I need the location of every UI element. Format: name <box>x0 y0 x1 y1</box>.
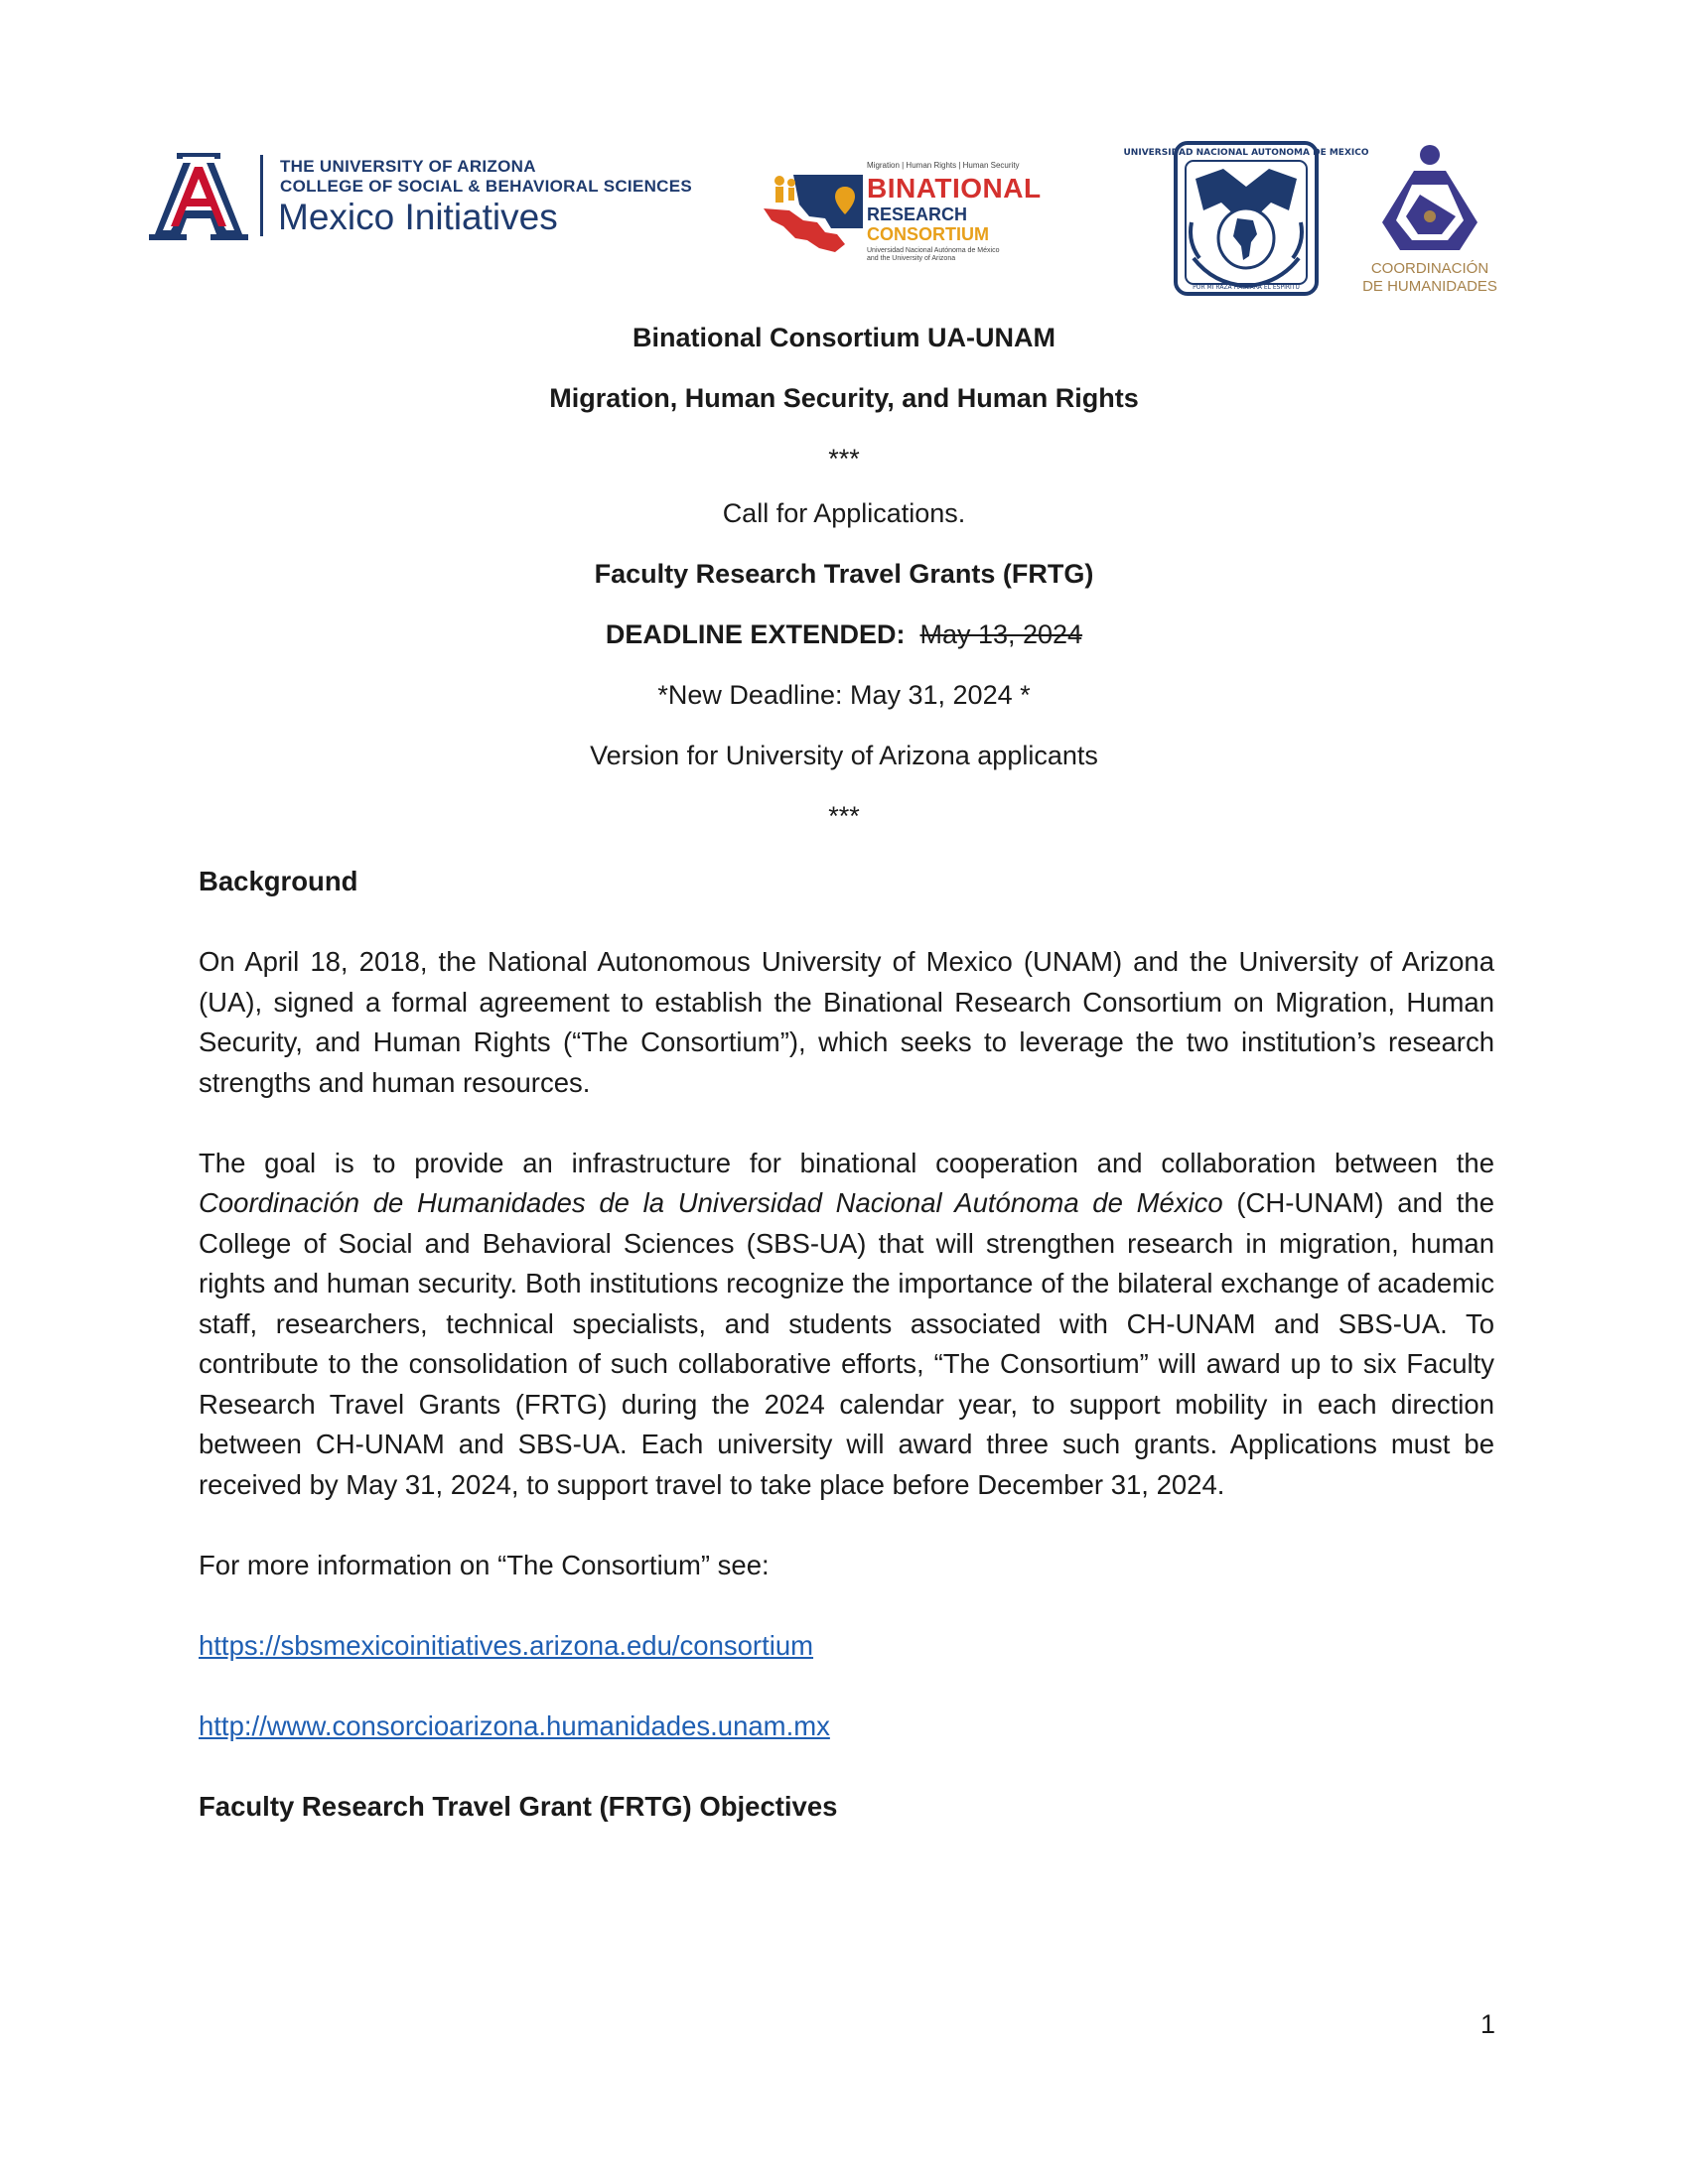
brc-word-binational: BINATIONAL <box>867 173 1042 204</box>
brc-subtitle-line2: and the University of Arizona <box>867 255 956 262</box>
coordinacion-humanidades-logo <box>1360 143 1499 302</box>
page-number: 1 <box>1479 2009 1495 2039</box>
para2-italic: Coordinación de Humanidades de la Universidad Nacional Autónoma de México <box>199 1187 1223 1218</box>
unam-seal-text: UNIVERSIDAD NACIONAL AUTONOMA DE MEXICO <box>1123 148 1369 158</box>
more-info-text: For more information on “The Consortium” see: <box>199 1549 770 1580</box>
consortium-link-arizona[interactable]: https://sbsmexicoinitiatives.arizona.edu/consortium <box>199 1629 814 1661</box>
consortium-map-icon <box>760 157 869 266</box>
background-paragraph-2 <box>199 1144 1494 1506</box>
ua-logo-line1: THE UNIVERSITY OF ARIZONA <box>280 157 536 176</box>
para2-after: (CH-UNAM) and the College of Social and Behavioral Sciences (SBS-UA) that will strengthen research in migration, human rights and human security. Both institutions recognize the importance of the bilateral exchange of academic staff, researchers, technical specialists, and students associated with CH-UNAM and SBS-UA. To contribute to the consolidation of such collaborative efforts, “The Consortium” will award up to six Faculty Research Travel Grants (FRTG) during the 2024 calendar year, to support mobility in each direction between CH-UNAM and SBS-UA. Each university will award three such grants. Applications must be received by May 31, 2024, to support travel to take place before December 31, 2024. <box>199 1187 1494 1500</box>
call-for-applications: Call for Applications. <box>722 498 966 528</box>
separator-stars: *** <box>828 444 860 474</box>
brc-subtitle <box>867 247 999 263</box>
separator-stars-2: *** <box>828 801 860 831</box>
background-paragraph-1: On April 18, 2018, the National Autonomous University of Mexico (UNAM) and the University of Arizona (UA), signed a formal agreement to establish the Binational Research Consortium on Migration, Human Security, and Human Rights (“The Consortium”), which seeks to leverage the two institution’s research strengths and human resources. <box>199 946 1494 1098</box>
consortium-subtitle: Migration, Human Security, and Human Rights <box>549 383 1139 413</box>
ua-logo-title: Mexico Initiatives <box>278 197 558 237</box>
brc-word-consortium: CONSORTIUM <box>867 224 989 244</box>
brc-subtitle-line1: Universidad Nacional Autónoma de México <box>867 247 1000 254</box>
background-heading: Background <box>199 866 358 896</box>
program-title: Faculty Research Travel Grants (FRTG) <box>594 559 1094 589</box>
brc-word-research: RESEARCH <box>867 205 968 224</box>
ua-divider <box>260 155 263 236</box>
body-content <box>199 862 1494 1827</box>
consortium-link-unam[interactable]: http://www.consorcioarizona.humanidades.unam.mx <box>199 1709 830 1741</box>
binational-research-consortium-logo <box>760 157 1057 266</box>
title-block <box>149 320 1539 853</box>
old-deadline: May 13, 2024 <box>919 619 1083 649</box>
deadline-label: DEADLINE EXTENDED: <box>605 619 906 649</box>
ua-logo-line2: COLLEGE OF SOCIAL & BEHAVIORAL SCIENCES <box>280 177 693 196</box>
ch-line1: COORDINACIÓN <box>1370 260 1489 277</box>
ch-line2: DE HUMANIDADES <box>1362 278 1497 295</box>
consortium-title: Binational Consortium UA-UNAM <box>633 323 1055 352</box>
deadline-line <box>149 616 1539 653</box>
ua-mexico-initiatives-logo <box>149 151 693 240</box>
para2-before: The goal is to provide an infrastructure for binational cooperation and collaboration between the <box>199 1147 1494 1178</box>
arizona-a-icon <box>149 151 248 240</box>
unam-motto: POR MI RAZA HABLARA EL ESPIRITU <box>1193 284 1300 291</box>
brc-tagline: Migration | Human Rights | Human Security <box>867 161 1020 170</box>
new-deadline: *New Deadline: May 31, 2024 * <box>657 680 1031 710</box>
coordinacion-humanidades-icon <box>1360 143 1499 257</box>
version-note: Version for University of Arizona applicants <box>590 741 1098 770</box>
logo-row <box>149 139 1539 298</box>
ch-logo-text <box>1360 260 1499 296</box>
objectives-heading: Faculty Research Travel Grant (FRTG) Objectives <box>199 1790 838 1822</box>
unam-seal-icon <box>1123 139 1369 298</box>
